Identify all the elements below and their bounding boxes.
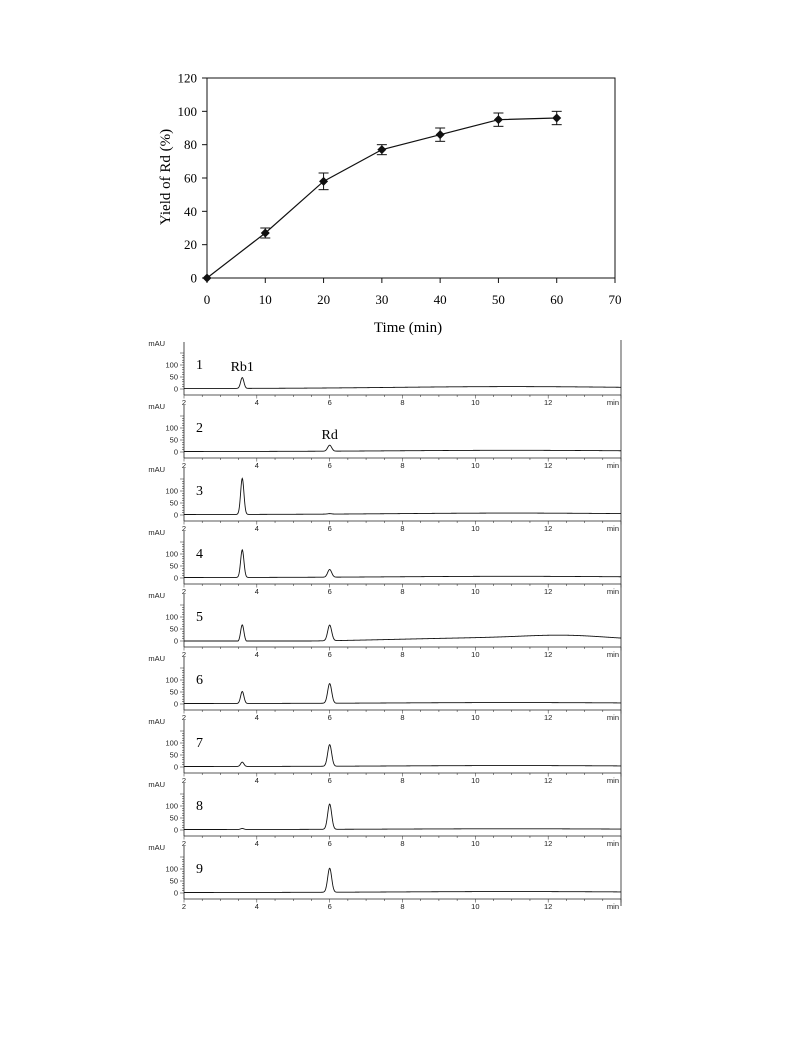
- chromatogram-x-unit: min: [606, 524, 619, 533]
- chromatogram-x-tick-label: 6: [327, 398, 332, 407]
- chromatogram-y-tick-label: 0: [173, 510, 178, 520]
- chromatogram-signal: [184, 550, 621, 578]
- chromatogram-trace-number: 2: [196, 421, 203, 436]
- chromatogram-x-tick-label: 8: [400, 587, 405, 596]
- yield-x-tick-label: 50: [491, 292, 505, 307]
- chromatogram-signal: [184, 378, 621, 389]
- chromatogram-y-unit: mAU: [148, 339, 165, 348]
- chromatogram-x-tick-label: 4: [254, 461, 259, 470]
- chromatogram-x-tick-label: 12: [543, 902, 553, 911]
- chromatogram-x-tick-label: 10: [471, 839, 480, 848]
- chromatogram-y-tick-label: 0: [173, 762, 178, 772]
- chromatogram-y-tick-label: 100: [165, 801, 178, 811]
- chromatogram-x-unit: min: [606, 587, 619, 596]
- chromatogram-trace-6: [148, 654, 621, 722]
- chromatogram-y-tick-label: 100: [165, 549, 178, 559]
- yield-chart: [158, 71, 622, 337]
- chromatogram-x-tick-label: 4: [254, 587, 259, 596]
- yield-data-point: [377, 145, 386, 154]
- chromatogram-x-unit: min: [606, 839, 619, 848]
- chromatogram-x-tick-label: 2: [181, 398, 187, 407]
- yield-series-line: [207, 118, 557, 278]
- chromatogram-x-tick-label: 10: [471, 587, 480, 596]
- chromatogram-x-tick-label: 2: [181, 587, 187, 596]
- yield-y-tick-label: 80: [184, 137, 197, 153]
- chromatogram-x-tick-label: 4: [254, 650, 259, 659]
- chromatogram-trace-3: [148, 465, 621, 533]
- chromatogram-y-unit: mAU: [148, 843, 165, 852]
- chromatogram-x-tick-label: 2: [181, 713, 187, 722]
- chromatogram-y-unit: mAU: [148, 465, 165, 474]
- chromatogram-trace-number: 1: [196, 358, 203, 373]
- chromatogram-trace-4: [148, 528, 621, 596]
- yield-y-tick-label: 20: [184, 237, 197, 253]
- chromatogram-x-tick-label: 12: [543, 776, 553, 785]
- chromatogram-y-tick-label: 100: [165, 360, 178, 370]
- chromatogram-x-tick-label: 10: [471, 398, 480, 407]
- chromatogram-x-tick-label: 2: [181, 776, 187, 785]
- yield-y-tick-label: 100: [177, 103, 197, 119]
- chromatogram-trace-number: 7: [196, 736, 203, 751]
- yield-y-tick-label: 120: [177, 70, 197, 86]
- chromatogram-x-unit: min: [606, 650, 619, 659]
- yield-data-point: [494, 115, 503, 124]
- chromatogram-x-unit: min: [606, 461, 619, 470]
- chromatogram-trace-9: [148, 843, 621, 911]
- yield-data-point: [552, 114, 561, 123]
- chromatogram-x-tick-label: 4: [254, 524, 259, 533]
- chromatogram-y-tick-label: 0: [173, 888, 178, 898]
- yield-x-tick-label: 30: [375, 292, 389, 307]
- yield-y-tick-label: 0: [190, 270, 197, 286]
- chromatogram-trace-number: 3: [196, 484, 203, 499]
- chromatogram-x-unit: min: [606, 713, 619, 722]
- yield-y-axis-label: Yield of Rd (%): [158, 128, 174, 226]
- chromatogram-x-tick-label: 8: [400, 713, 405, 722]
- chromatogram-x-tick-label: 4: [254, 776, 259, 785]
- chromatogram-y-tick-label: 0: [173, 447, 178, 457]
- chromatogram-y-tick-label: 50: [169, 876, 178, 886]
- chromatogram-x-tick-label: 4: [254, 839, 259, 848]
- chromatogram-x-tick-label: 10: [471, 524, 480, 533]
- chromatogram-y-tick-label: 0: [173, 699, 178, 709]
- chromatogram-x-tick-label: 6: [327, 902, 332, 911]
- chromatogram-y-tick-label: 100: [165, 738, 178, 748]
- chromatogram-x-tick-label: 12: [543, 524, 553, 533]
- peak-label-rb1: Rb1: [230, 360, 254, 376]
- chromatogram-x-tick-label: 12: [543, 713, 553, 722]
- chromatogram-y-unit: mAU: [148, 780, 165, 789]
- yield-x-tick-label: 70: [608, 292, 622, 307]
- chromatogram-trace-2: [148, 402, 621, 470]
- yield-series: [203, 111, 562, 282]
- chromatogram-x-tick-label: 10: [471, 650, 480, 659]
- chromatogram-x-tick-label: 8: [400, 398, 405, 407]
- chromatogram-x-tick-label: 10: [471, 776, 480, 785]
- chromatogram-y-unit: mAU: [148, 717, 165, 726]
- chromatogram-signal: [184, 804, 621, 829]
- yield-x-tick-label: 0: [203, 292, 211, 307]
- chromatogram-y-tick-label: 100: [165, 423, 178, 433]
- chromatogram-x-tick-label: 6: [327, 839, 332, 848]
- chromatogram-x-tick-label: 6: [327, 461, 332, 470]
- chromatogram-x-tick-label: 6: [327, 587, 332, 596]
- chromatogram-y-tick-label: 50: [169, 372, 178, 382]
- chromatogram-y-tick-label: 50: [169, 624, 178, 634]
- yield-y-tick-label: 40: [184, 203, 197, 219]
- chromatogram-y-tick-label: 0: [173, 825, 178, 835]
- yield-x-tick-label: 60: [550, 292, 564, 307]
- yield-plot-frame: [207, 78, 615, 278]
- chromatogram-y-tick-label: 100: [165, 612, 178, 622]
- chromatogram-x-unit: min: [606, 398, 619, 407]
- yield-x-ticks: [204, 278, 622, 307]
- chromatogram-y-tick-label: 50: [169, 498, 178, 508]
- chromatogram-y-tick-label: 100: [165, 864, 178, 874]
- yield-y-ticks: [178, 71, 208, 286]
- chromatogram-x-unit: min: [606, 902, 619, 911]
- chromatogram-x-tick-label: 2: [181, 839, 187, 848]
- chromatogram-signal: [184, 445, 621, 451]
- chromatogram-x-tick-label: 12: [543, 650, 553, 659]
- chromatogram-x-tick-label: 8: [400, 461, 405, 470]
- chromatogram-y-tick-label: 0: [173, 384, 178, 394]
- chromatogram-signal: [184, 625, 621, 641]
- yield-data-point: [436, 130, 445, 139]
- chromatogram-y-unit: mAU: [148, 528, 165, 537]
- chromatogram-x-tick-label: 4: [254, 713, 259, 722]
- chromatogram-y-tick-label: 0: [173, 573, 178, 583]
- chromatogram-x-tick-label: 8: [400, 902, 405, 911]
- chromatogram-x-tick-label: 4: [254, 902, 259, 911]
- chromatogram-stack: [148, 339, 621, 911]
- chromatogram-x-unit: min: [606, 776, 619, 785]
- chromatogram-x-tick-label: 12: [543, 461, 553, 470]
- chromatogram-x-tick-label: 2: [181, 650, 187, 659]
- chromatogram-trace-1: [148, 339, 621, 407]
- yield-x-tick-label: 20: [317, 292, 331, 307]
- yield-x-tick-label: 40: [433, 292, 447, 307]
- yield-x-tick-label: 10: [258, 292, 272, 307]
- chromatogram-x-tick-label: 12: [543, 398, 553, 407]
- chromatogram-trace-8: [148, 780, 621, 848]
- chromatogram-y-tick-label: 50: [169, 750, 178, 760]
- chromatogram-trace-number: 4: [196, 547, 203, 562]
- chromatogram-y-tick-label: 50: [169, 561, 178, 571]
- chromatogram-y-tick-label: 0: [173, 636, 178, 646]
- chromatogram-x-tick-label: 2: [181, 461, 187, 470]
- chromatogram-trace-7: [148, 717, 621, 785]
- chromatogram-y-unit: mAU: [148, 654, 165, 663]
- chromatogram-x-tick-label: 6: [327, 776, 332, 785]
- chromatogram-y-tick-label: 100: [165, 486, 178, 496]
- chromatogram-x-tick-label: 8: [400, 650, 405, 659]
- chromatogram-x-tick-label: 4: [254, 398, 259, 407]
- chromatogram-x-tick-label: 12: [543, 839, 553, 848]
- chromatogram-x-tick-label: 6: [327, 524, 332, 533]
- chromatogram-signal: [184, 684, 621, 704]
- chromatogram-x-tick-label: 10: [471, 461, 480, 470]
- yield-y-tick-label: 60: [184, 170, 197, 186]
- chromatogram-x-tick-label: 8: [400, 839, 405, 848]
- chromatogram-trace-5: [148, 591, 621, 659]
- chromatogram-trace-number: 9: [196, 862, 203, 877]
- chromatogram-y-tick-label: 50: [169, 687, 178, 697]
- chromatogram-y-unit: mAU: [148, 402, 165, 411]
- chromatogram-signal: [184, 478, 621, 514]
- chromatogram-y-unit: mAU: [148, 591, 165, 600]
- chromatogram-y-tick-label: 100: [165, 675, 178, 685]
- chromatogram-x-tick-label: 2: [181, 902, 187, 911]
- chromatogram-x-tick-label: 2: [181, 524, 187, 533]
- chromatogram-trace-number: 6: [196, 673, 203, 688]
- chromatogram-x-tick-label: 10: [471, 713, 480, 722]
- chromatogram-signal: [184, 745, 621, 767]
- chromatogram-x-tick-label: 8: [400, 524, 405, 533]
- chromatogram-trace-number: 8: [196, 799, 203, 814]
- chromatogram-x-tick-label: 12: [543, 587, 553, 596]
- yield-x-axis-label: Time (min): [373, 320, 443, 336]
- chromatogram-y-tick-label: 50: [169, 435, 178, 445]
- peak-label-rd: Rd: [321, 428, 338, 443]
- chromatogram-x-tick-label: 8: [400, 776, 405, 785]
- chromatogram-signal: [184, 868, 621, 892]
- chromatogram-trace-number: 5: [196, 610, 203, 625]
- chromatogram-x-tick-label: 6: [327, 713, 332, 722]
- chromatogram-y-tick-label: 50: [169, 813, 178, 823]
- chromatogram-x-tick-label: 6: [327, 650, 332, 659]
- chromatogram-x-tick-label: 10: [471, 902, 480, 911]
